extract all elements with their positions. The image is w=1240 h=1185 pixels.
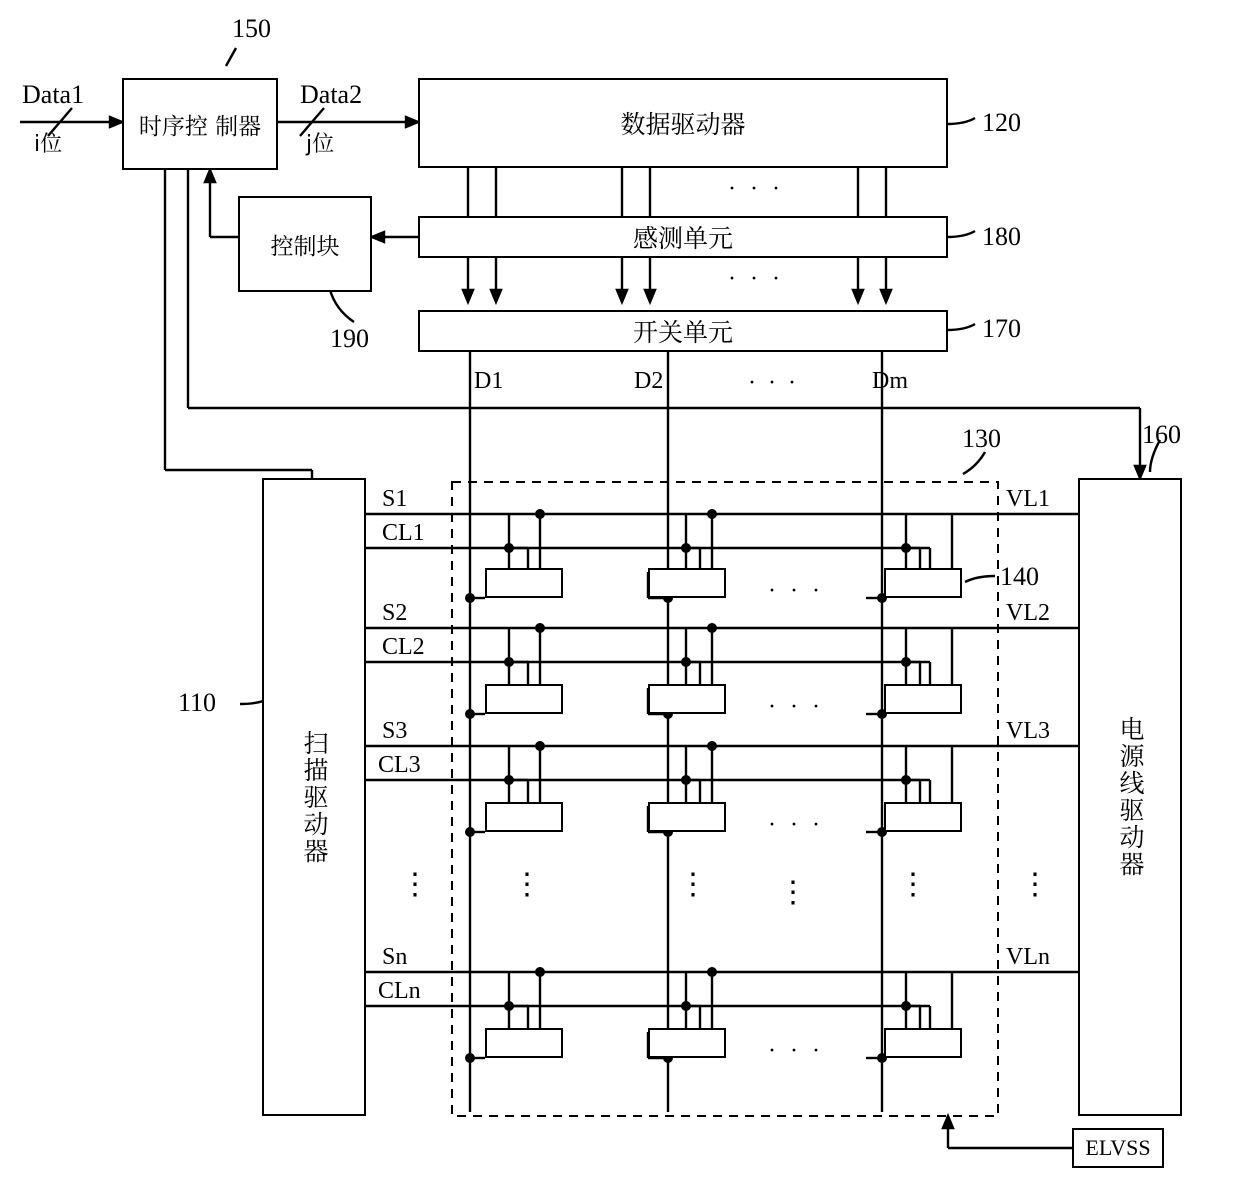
col-ellipsis: · · · [768, 1038, 824, 1064]
scan-line-label-s2: S2 [382, 600, 408, 626]
data1-bits-label: i位 [34, 132, 63, 157]
dots-mid: · · · [728, 266, 784, 292]
row-ellipsis: ⋮ [400, 868, 430, 901]
switch-unit-block[interactable]: 开关单元 [418, 310, 948, 352]
power-line-driver-block[interactable]: 电源线驱动器 [1078, 478, 1182, 1116]
pixel-cell[interactable] [884, 568, 962, 598]
pixel-cell[interactable] [884, 684, 962, 714]
data-line-ellipsis: · · · [748, 370, 799, 396]
power-line-label-vl1: VL1 [1006, 486, 1050, 512]
ref-180: 180 [982, 222, 1021, 251]
scan-line-label-s1: S1 [382, 486, 408, 512]
ref-120: 120 [982, 108, 1021, 137]
row-ellipsis: ⋮ [512, 868, 542, 901]
row-ellipsis: ⋮ [898, 868, 928, 901]
ref-170: 170 [982, 314, 1021, 343]
ref-140: 140 [1000, 562, 1039, 591]
power-line-label-vl3: VL3 [1006, 718, 1050, 744]
dots-top: · · · [728, 176, 784, 202]
scan-driver-block[interactable]: 扫描驱动器 [262, 478, 366, 1116]
control-line-label-cl2: CL2 [382, 634, 425, 660]
data1-label: Data1 [22, 80, 85, 109]
pixel-cell[interactable] [485, 1028, 563, 1058]
pixel-cell[interactable] [648, 802, 726, 832]
pixel-cell[interactable] [485, 684, 563, 714]
data-line-label-d1: D1 [474, 368, 504, 394]
data2-bits-label: j位 [306, 132, 335, 157]
scan-line-label-sn: Sn [382, 944, 408, 970]
ref-160: 160 [1142, 420, 1181, 449]
row-ellipsis: ⋮ [678, 868, 708, 901]
data-line-label-dm: Dm [872, 368, 908, 394]
pixel-cell[interactable] [884, 802, 962, 832]
col-ellipsis: · · · [768, 578, 824, 604]
scan-line-label-s3: S3 [382, 718, 408, 744]
ref-130: 130 [962, 424, 1001, 453]
elvss-block[interactable]: ELVSS [1072, 1128, 1164, 1168]
power-line-label-vln: VLn [1006, 944, 1050, 970]
power-line-label-vl2: VL2 [1006, 600, 1050, 626]
pixel-cell[interactable] [884, 1028, 962, 1058]
pixel-cell[interactable] [485, 568, 563, 598]
row-ellipsis: ⋮ [1020, 868, 1050, 901]
control-block[interactable]: 控制块 [238, 196, 372, 292]
sensing-unit-block[interactable]: 感测单元 [418, 216, 948, 258]
data2-label: Data2 [300, 80, 363, 109]
pixel-cell[interactable] [648, 1028, 726, 1058]
row-ellipsis: ⋮ [778, 876, 808, 909]
ref-190: 190 [330, 324, 369, 353]
control-line-label-cl3: CL3 [378, 752, 421, 778]
control-line-label-cl1: CL1 [382, 520, 425, 546]
ref-150: 150 [232, 14, 271, 43]
pixel-cell[interactable] [648, 568, 726, 598]
pixel-cell[interactable] [485, 802, 563, 832]
timing-controller-block[interactable]: 时序控 制器 [122, 78, 278, 170]
data-line-label-d2: D2 [634, 368, 664, 394]
col-ellipsis: · · · [768, 694, 824, 720]
pixel-cell[interactable] [648, 684, 726, 714]
data-driver-block[interactable]: 数据驱动器 [418, 78, 948, 168]
control-line-label-cln: CLn [378, 978, 421, 1004]
ref-110: 110 [178, 688, 217, 717]
col-ellipsis: · · · [768, 812, 824, 838]
